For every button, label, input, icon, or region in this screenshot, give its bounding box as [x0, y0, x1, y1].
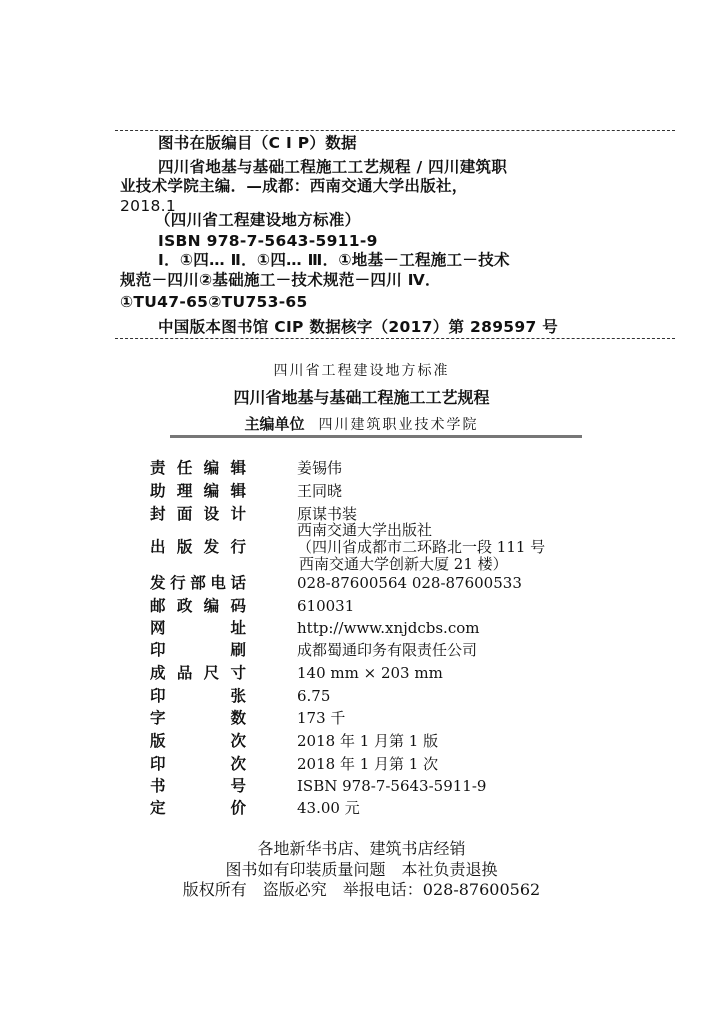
detail-value: 西南交通大学出版社 — [297, 521, 433, 539]
detail-label: 印 张 — [150, 687, 246, 705]
book-title: 四川省地基与基础工程施工工艺规程 — [233, 388, 490, 407]
detail-value: 2018 年 1 月第 1 版 — [297, 732, 439, 750]
detail-value: 43.00 元 — [297, 799, 360, 817]
detail-value: 2018 年 1 月第 1 次 — [297, 755, 439, 773]
detail-label: 出 版 发 行 — [150, 538, 246, 556]
detail-label: 邮 政 编 码 — [150, 597, 246, 615]
quality-note: 图书如有印装质量问题 本社负责退换 — [225, 860, 498, 879]
detail-label: 版 次 — [150, 732, 246, 750]
editor-value: 四川建筑职业技术学院 — [318, 417, 479, 433]
cip-number: 中国版本图书馆 CIP 数据核字（2017）第 289597 号 — [158, 318, 559, 336]
cip-line: 规范－四川②基础施工－技术规范－四川 Ⅳ． — [120, 271, 441, 289]
detail-value: 173 千 — [297, 709, 346, 727]
cip-bottom-divider — [115, 338, 675, 339]
series-name: 四川省工程建设地方标准 — [273, 363, 450, 379]
distribution-note: 各地新华书店、建筑书店经销 — [257, 839, 466, 858]
cip-heading: 图书在版编目（C I P）数据 — [158, 134, 357, 152]
detail-label: 成 品 尺 寸 — [150, 664, 246, 682]
detail-label: 书 号 — [150, 777, 246, 795]
cip-line: Ⅰ．①四… Ⅱ．①四… Ⅲ．①地基－工程施工－技术 — [158, 251, 510, 269]
title-rule — [170, 435, 582, 438]
detail-value: 028-87600564 028-87600533 — [297, 574, 522, 592]
detail-label: 发 行 部 电 话 — [150, 574, 246, 592]
cip-line: 业技术学院主编．—成都：西南交通大学出版社， — [120, 177, 468, 195]
detail-value: ISBN 978-7-5643-5911-9 — [297, 777, 487, 795]
detail-value: 成都蜀通印务有限责任公司 — [297, 641, 478, 659]
detail-label: 封 面 设 计 — [150, 505, 246, 523]
cip-line: ISBN 978-7-5643-5911-9 — [158, 232, 378, 250]
detail-label: 助 理 编 辑 — [150, 482, 246, 500]
cip-line: 2018.1 — [120, 197, 177, 215]
editor-label: 主编单位 — [244, 415, 305, 433]
editor-line — [0, 413, 723, 434]
detail-value: 6.75 — [297, 687, 331, 705]
detail-label: 印 刷 — [150, 641, 246, 659]
detail-label: 印 次 — [150, 755, 246, 773]
detail-label: 字 数 — [150, 709, 246, 727]
detail-value: 王同晓 — [297, 482, 343, 500]
detail-label: 定 价 — [150, 799, 246, 817]
copyright-note: 版权所有 盗版必究 举报电话：028-87600562 — [182, 880, 541, 899]
detail-value: 140 mm × 203 mm — [297, 664, 443, 682]
detail-value: （四川省成都市二环路北一段 111 号 — [297, 538, 546, 556]
cip-line: ①TU47-65②TU753-65 — [120, 293, 308, 311]
detail-value: 姜锡伟 — [297, 459, 343, 477]
cip-line: 四川省地基与基础工程施工工艺规程 / 四川建筑职 — [158, 158, 508, 176]
website-value[interactable]: http://www.xnjdcbs.com — [297, 619, 480, 637]
cip-line: （四川省工程建设地方标准） — [155, 211, 361, 229]
detail-value: 原谋书装 — [297, 505, 358, 523]
detail-value: 西南交通大学创新大厦 21 楼） — [299, 555, 508, 573]
detail-value: 610031 — [297, 597, 355, 615]
detail-label: 网 址 — [150, 619, 246, 637]
detail-label: 责 任 编 辑 — [150, 459, 246, 477]
cip-top-divider — [115, 130, 675, 131]
